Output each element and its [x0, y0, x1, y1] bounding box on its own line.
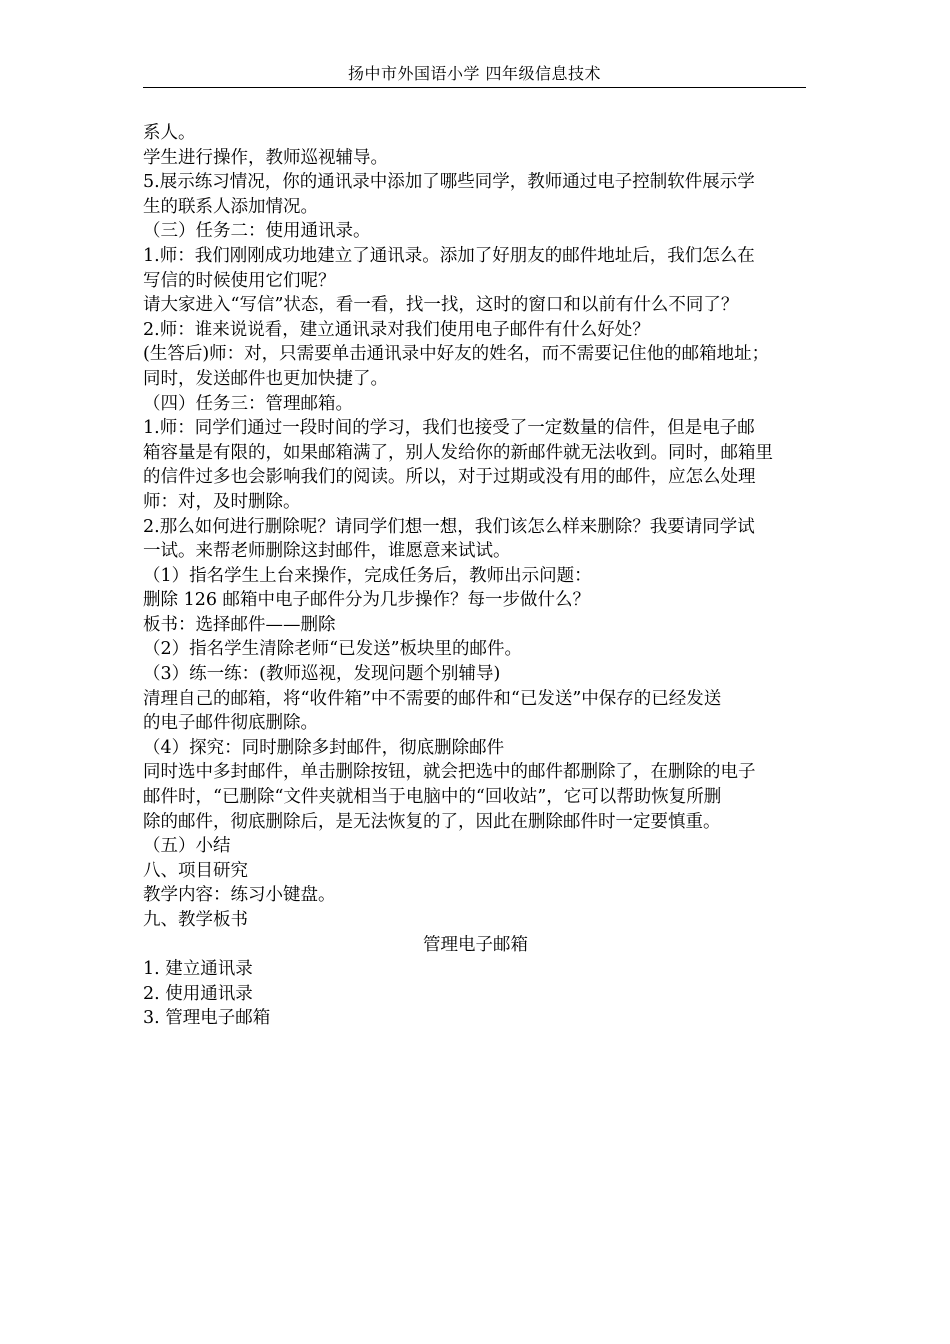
text-line: 学生进行操作，教师巡视辅导。 — [143, 147, 388, 168]
text-line: （3）练一练：(教师巡视，发现问题个别辅导) — [143, 664, 501, 685]
text-line: (生答后)师：对，只需要单击通讯录中好友的姓名，而不需要记住他的邮箱地址； — [143, 344, 770, 365]
section-heading: 九、教学板书 — [143, 910, 248, 930]
text-line: 师：对，及时删除。 — [143, 491, 301, 512]
text-line: 教学内容：练习小键盘。 — [143, 885, 336, 906]
text-line: 的电子邮件彻底删除。 — [143, 713, 318, 734]
text-line: 邮件时，“已删除“文件夹就相当于电脑中的“回收站”，它可以帮助恢复所删 — [143, 787, 722, 808]
text-line: 2.那么如何进行删除呢？请同学们想一想，我们该怎么样来删除？我要请同学试 — [143, 516, 755, 537]
text-line: 的信件过多也会影响我们的阅读。所以，对于过期或没有用的邮件，应怎么处理 — [143, 467, 756, 488]
text-line: 1.师：同学们通过一段时间的学习，我们也接受了一定数量的信件，但是电子邮 — [143, 418, 755, 439]
text-line: 系人。 — [143, 123, 196, 143]
section-heading: （五）小结 — [143, 836, 231, 857]
text-line: 清理自己的邮箱，将“收件箱”中不需要的邮件和“已发送”中保存的已经发送 — [143, 688, 722, 709]
text-line: 删除 126 邮箱中电子邮件分为几步操作？每一步做什么？ — [143, 590, 591, 611]
text-line: 箱容量是有限的，如果邮箱满了，别人发给你的新邮件就无法收到。同时，邮箱里 — [143, 442, 773, 463]
section-heading: （三）任务二：使用通讯录。 — [143, 221, 371, 242]
text-line: 同时选中多封邮件，单击删除按钮，就会把选中的邮件都删除了，在删除的电子 — [143, 762, 756, 783]
header-divider — [143, 87, 806, 88]
text-line: （1）指名学生上台来操作，完成任务后，教师出示问题： — [143, 565, 592, 586]
text-line: 请大家进入“写信”状态，看一看，找一找，这时的窗口和以前有什么不同了？ — [143, 295, 739, 316]
text-line: 板书：选择邮件——删除 — [143, 614, 336, 635]
document-body — [143, 121, 808, 1031]
section-heading: （四）任务三：管理邮箱。 — [143, 393, 353, 414]
text-line: （2）指名学生清除老师“已发送”板块里的邮件。 — [143, 639, 523, 660]
board-item: 2. 使用通讯录 — [143, 983, 253, 1004]
text-line: 1.师：我们刚刚成功地建立了通讯录。添加了好朋友的邮件地址后，我们怎么在 — [143, 245, 755, 266]
board-item: 1. 建立通讯录 — [143, 959, 253, 980]
text-line: 生的联系人添加情况。 — [143, 196, 318, 217]
board-item: 3. 管理电子邮箱 — [143, 1008, 271, 1029]
text-line: （4）探究：同时删除多封邮件，彻底删除邮件 — [143, 737, 505, 758]
text-line: 一试。来帮老师删除这封邮件，谁愿意来试试。 — [143, 541, 511, 562]
text-line: 2.师：谁来说说看，建立通讯录对我们使用电子邮件有什么好处？ — [143, 319, 650, 340]
page-header: 扬中市外国语小学 四年级信息技术 — [347, 64, 602, 83]
section-heading: 八、项目研究 — [143, 860, 248, 881]
text-line: 同时，发送邮件也更加快捷了。 — [143, 368, 388, 389]
text-line: 5.展示练习情况，你的通讯录中添加了哪些同学，教师通过电子控制软件展示学 — [143, 172, 755, 193]
text-line: 写信的时候使用它们呢？ — [143, 270, 336, 291]
text-line: 除的邮件，彻底删除后，是无法恢复的了，因此在删除邮件时一定要慎重。 — [143, 811, 721, 832]
board-title: 管理电子邮箱 — [423, 934, 528, 955]
